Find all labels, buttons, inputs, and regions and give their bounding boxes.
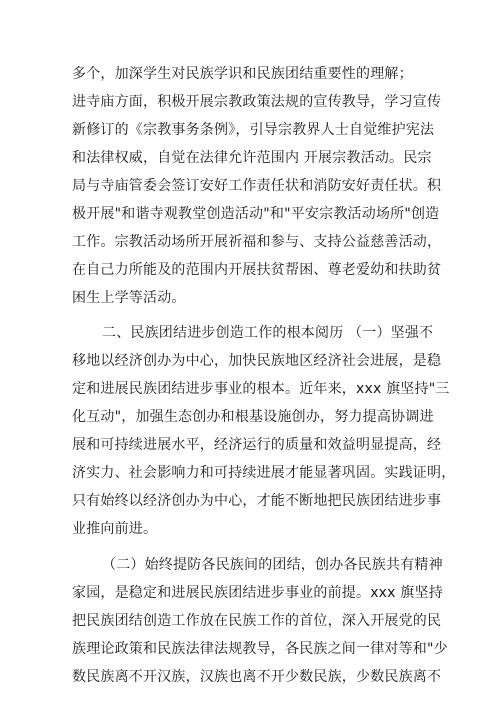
text-line: 工作。宗教活动场所开展祈福和参与、支持公益慈善活动，: [72, 234, 442, 250]
text-line: 把民族团结创造工作放在民族工作的首位，深入开展党的民: [72, 613, 442, 629]
text-line: 族理论政策和民族法律法规教导，各民族之间一律对等和"少: [72, 641, 448, 657]
text-line: 在自己力所能及的范围内开展扶贫帮困、尊老爱幼和扶助贫: [72, 262, 442, 278]
text-line: 展和可持续进展水平，经济运行的质量和效益明显提高，经: [72, 437, 442, 453]
text-line: 业推向前进。: [72, 521, 158, 537]
text-line: 济实力、社会影响力和可持续进展才能显著巩固。实践证明，: [72, 465, 456, 481]
text-line: 数民族离不开汉族，汉族也离不开少数民族，少数民族离不: [72, 669, 442, 685]
text-line: 化互动"，加强生态创办和根基设施创办，努力提高协调进: [72, 409, 434, 425]
paragraph-start-line: （二）始终提防各民族间的团结，创办各民族共有精神: [102, 557, 443, 573]
text-line: 困生上学等活动。: [72, 290, 186, 306]
text-line: 和法律权威，自觉在法律允许范围内 开展宗教活动。民宗: [72, 150, 432, 166]
text-line: 极开展"和谐寺观教堂创造活动"和"平安宗教活动场所"创造: [72, 206, 440, 222]
text-line: 新修订的《宗教事务条例》，引导宗教界人士自觉维护宪法: [72, 122, 435, 138]
text-line: 多个，加深学生对民族学识和民族团结重要性的理解；: [72, 66, 413, 82]
text-line: 局与寺庙管委会签订安好工作责任状和消防安好责任状。积: [72, 178, 442, 194]
text-line: 移地以经济创办为中心，加快民族地区经济社会进展，是稳: [72, 353, 442, 369]
text-line: 进寺庙方面，积极开展宗教政策法规的宣传教导，学习宣传: [72, 94, 442, 110]
text-line: 家园，是稳定和进展民族团结进步事业的前提。xxx 旗坚持: [72, 585, 443, 601]
text-line: 定和进展民族团结进步事业的根本。近年来，xxx 旗坚持"三: [72, 381, 450, 397]
text-line: 只有始终以经济创办为中心，才能不断地把民族团结进步事: [72, 493, 442, 509]
section-heading-line: 二、民族团结进步创造工作的根本阅历 （一）坚强不: [102, 325, 434, 341]
